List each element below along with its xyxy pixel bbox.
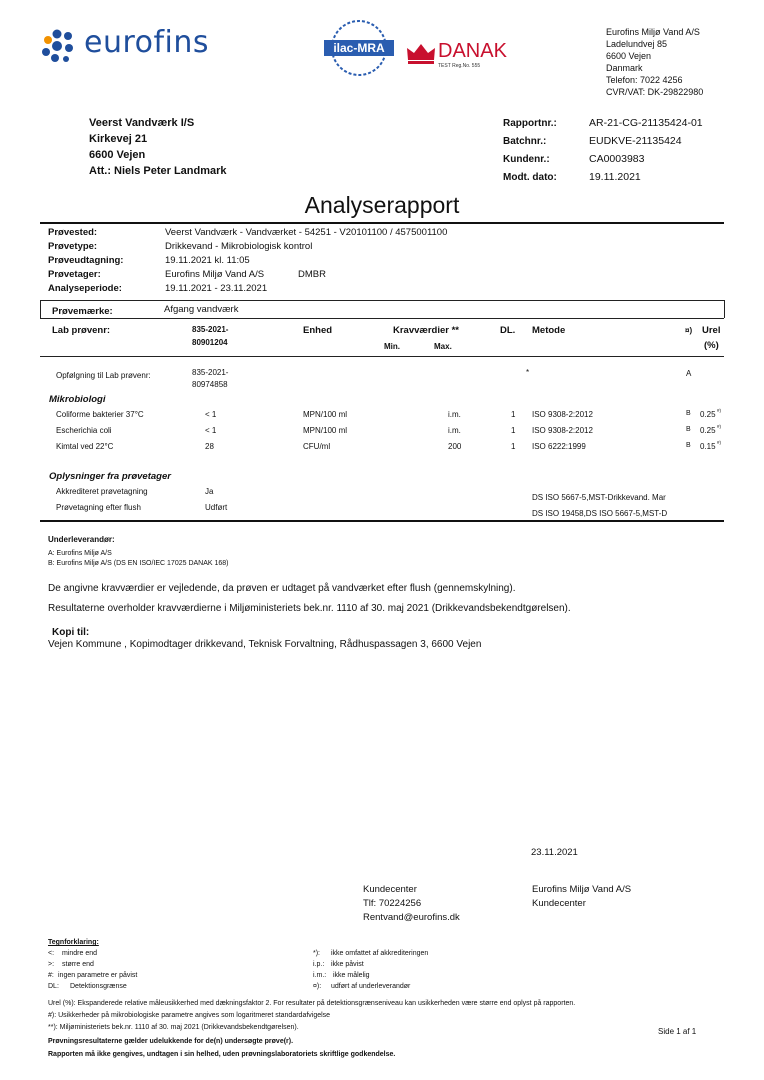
followup-number: 835-2021- — [192, 368, 229, 377]
crown-icon — [405, 40, 437, 66]
legend-text: ikke målelig — [333, 972, 370, 979]
col-metode-header: Metode — [532, 325, 566, 336]
title-rule — [40, 222, 724, 224]
legend-item — [48, 972, 248, 983]
legend-item — [48, 983, 248, 994]
ilac-text: ilac-MRA — [333, 41, 385, 55]
legend-item — [48, 961, 248, 972]
company-line: Telefon: 7022 4256 — [606, 75, 683, 85]
info-param-method: DS ISO 5667-5,MST-Drikkevand. Mar — [532, 493, 666, 502]
recipient-line: Veerst Vandværk I/S — [89, 117, 195, 129]
company-line: 6600 Vejen — [606, 51, 652, 61]
legend-text: Detektionsgrænse — [70, 983, 127, 990]
param-lab: B — [686, 426, 691, 433]
report-date: 23.11.2021 — [531, 847, 578, 858]
col-dl-header: DL. — [500, 325, 516, 336]
subcontractor-line: A: Eurofins Miljø A/S — [48, 550, 112, 557]
provemaerke-label: Prøvemærke: — [52, 306, 113, 317]
param-dl: 1 — [511, 442, 516, 451]
param-max: i.m. — [448, 410, 461, 419]
copy-text: Vejen Kommune , Kopimodtager drikkevand, Teknisk Forvaltning, Rådhuspassagen 3, 6600 Vejen — [48, 639, 482, 650]
legend-note: #): Usikkerheder på mikrobiologiske parametre angives som logaritmeret standardafvigelse — [48, 1012, 331, 1019]
param-method: ISO 9308-2:2012 — [532, 410, 593, 419]
followup-lab: A — [686, 369, 692, 378]
param-value: < 1 — [205, 410, 217, 419]
page-title: Analyserapport — [304, 192, 460, 218]
info-row — [48, 268, 728, 282]
sample-info — [48, 226, 728, 296]
info-value: Veerst Vandværk - Vandværket - 54251 - V20101100 / 4575001100 — [165, 227, 448, 238]
legend-item — [313, 972, 513, 983]
param-name: Escherichia coli — [56, 426, 112, 435]
param-note: #) — [717, 408, 722, 413]
legend-item — [48, 950, 248, 961]
meta-value: 19.11.2021 — [589, 171, 641, 183]
info-row — [48, 282, 728, 296]
param-note: #) — [717, 424, 722, 429]
meta-label: Batchnr.: — [503, 136, 547, 147]
legend-bold-note: Rapporten må ikke gengives, undtagen i sin helhed, uden prøvningslaboratoriets skriftlige godkendelse. — [48, 1051, 396, 1058]
col-krav-header: Kravværdier ** — [393, 325, 460, 336]
meta-value: CA0003983 — [589, 153, 645, 165]
provemaerke-value: Afgang vandværk — [164, 304, 239, 315]
results-table — [40, 300, 724, 520]
note-text: De angivne kravværdier er vejledende, da prøven er udtaget på vandværket efter flush (gennemskylning). — [48, 583, 516, 594]
meta-value: EUDKVE-21135424 — [589, 135, 682, 147]
info-label: Analyseperiode: — [48, 283, 122, 294]
contact-block — [363, 884, 460, 926]
info-value: 19.11.2021 - 23.11.2021 — [165, 283, 268, 294]
section-heading: Oplysninger fra prøvetager — [49, 471, 171, 482]
info-value: Drikkevand - Mikrobiologisk kontrol — [165, 241, 313, 252]
info-param-value: Udført — [205, 503, 228, 512]
signature-block — [532, 884, 631, 912]
col-max-header: Max. — [434, 342, 452, 351]
meta-row — [503, 116, 753, 134]
table-row — [40, 484, 724, 500]
param-dl: 1 — [511, 410, 516, 419]
signature-line: Kundecenter — [532, 898, 586, 909]
danak-logo — [405, 38, 515, 74]
page-number: Side 1 af 1 — [658, 1027, 697, 1036]
provemaerke-rule — [40, 318, 724, 319]
col-enhed-header: Enhed — [303, 325, 333, 336]
meta-row — [503, 170, 753, 188]
param-method: ISO 9308-2:2012 — [532, 426, 593, 435]
subcontractor-line: B: Eurofins Miljø A/S (DS EN ISO/IEC 17025 DANAK 168) — [48, 560, 229, 567]
subcontractor — [48, 535, 229, 570]
param-dl: 1 — [511, 426, 516, 435]
legend-note: Urel (%): Ekspanderede relative måleusikkerhed med dækningsfaktor 2. For resultater på detektionsgrænseniveau kan usikkerheden være større end oplyst på rapporten. — [48, 1000, 576, 1007]
table-row — [40, 423, 724, 439]
eurofins-logo — [40, 24, 220, 68]
param-method: ISO 6222:1999 — [532, 442, 586, 451]
param-value: 28 — [205, 442, 214, 451]
legend-title: Tegnforklaring: — [48, 939, 99, 946]
param-lab: B — [686, 442, 691, 449]
param-urel: 0.25 — [700, 426, 716, 435]
col-pct-header: (%) — [704, 340, 719, 351]
legend-text: mindre end — [62, 950, 98, 957]
param-name: Coliforme bakterier 37°C — [56, 410, 144, 419]
followup-number: 80974858 — [192, 380, 228, 389]
brand-name: eurofins — [84, 25, 210, 60]
contact-line: Tlf: 70224256 — [363, 898, 422, 909]
meta-label: Rapportnr.: — [503, 118, 557, 129]
report-meta — [503, 116, 753, 188]
param-unit: MPN/100 ml — [303, 410, 348, 419]
lab-number: 80901204 — [192, 338, 228, 347]
param-unit: MPN/100 ml — [303, 426, 348, 435]
ilac-mra-icon — [322, 18, 396, 78]
col-urel-header: Urel — [702, 325, 721, 336]
info-label: Prøvested: — [48, 227, 98, 238]
danak-subtext: TEST Reg.No. 555 — [438, 63, 481, 69]
info-param-name: Prøvetagning efter flush — [56, 503, 141, 512]
meta-label: Modt. dato: — [503, 172, 557, 183]
legend-right — [313, 950, 513, 994]
legend-symbol: >: — [48, 961, 55, 968]
company-line: Danmark — [606, 63, 643, 73]
recipient-line: 6600 Vejen — [89, 149, 146, 161]
legend-text: større end — [62, 961, 94, 968]
meta-row — [503, 134, 753, 152]
copy-title: Kopi til: — [52, 627, 90, 638]
section-heading: Mikrobiologi — [49, 394, 106, 405]
legend-symbol: i.p.: — [313, 961, 325, 968]
param-unit: CFU/ml — [303, 442, 331, 451]
info-param-name: Akkrediteret prøvetagning — [56, 487, 148, 496]
legend-symbol: i.m.: — [313, 972, 327, 979]
legend-text: ingen parametre er påvist — [58, 972, 138, 979]
legend-item — [313, 961, 513, 972]
followup-label: Opfølgning til Lab prøvenr: — [56, 371, 151, 380]
company-line: Ladelundvej 85 — [606, 39, 668, 49]
followup-star: * — [526, 368, 530, 377]
ilac-mra-logo — [322, 18, 396, 78]
info-param-value: Ja — [205, 487, 214, 496]
table-row — [40, 407, 724, 423]
company-line: Eurofins Miljø Vand A/S — [606, 27, 700, 37]
table-right-rule — [724, 300, 725, 318]
contact-email[interactable]: Rentvand@eurofins.dk — [363, 912, 460, 923]
recipient-address — [89, 117, 227, 181]
info-method-clip — [532, 503, 687, 521]
legend-symbol: DL: — [48, 983, 59, 990]
param-max: 200 — [448, 442, 462, 451]
param-max: i.m. — [448, 426, 461, 435]
col-lab-header: Lab prøvenr: — [52, 325, 111, 336]
info-label: Prøvetager: — [48, 269, 101, 280]
recipient-line: Kirkevej 21 — [89, 133, 148, 145]
info-row — [48, 226, 728, 240]
meta-row — [503, 152, 753, 170]
info-value: Eurofins Miljø Vand A/S — [165, 269, 265, 280]
info-extra: DMBR — [298, 269, 326, 280]
legend-symbol: #: — [48, 972, 54, 979]
danak-text: DANAK — [438, 40, 507, 62]
table-left-rule — [40, 300, 41, 318]
signature-line: Eurofins Miljø Vand A/S — [532, 884, 632, 895]
legend-note: **): Miljøministeriets bek.nr. 1110 af 30. maj 2021 (Drikkevandsbekendtgørelsen). — [48, 1024, 299, 1031]
table-bottom-rule — [40, 520, 724, 522]
info-row — [48, 240, 728, 254]
recipient-line: Att.: Niels Peter Landmark — [89, 165, 227, 177]
legend-bold-note: Prøvningsresultaterne gælder udelukkende for de(n) undersøgte prøve(r). — [48, 1038, 294, 1045]
info-label: Prøveudtagning: — [48, 255, 124, 266]
param-note: #) — [717, 440, 722, 445]
contact-line: Kundecenter — [363, 884, 417, 895]
col-min-header: Min. — [384, 342, 400, 351]
param-urel: 0.25 — [700, 410, 716, 419]
param-urel: 0.15 — [700, 442, 716, 451]
table-top-rule — [40, 300, 724, 301]
legend-symbol: *): — [313, 950, 320, 957]
note-text: Resultaterne overholder kravværdierne i Miljøministeriets bek.nr. 1110 af 30. maj 2021 (Drikkevandsbekendtgørelsen). — [48, 603, 571, 614]
legend-symbol: <: — [48, 950, 55, 957]
legend-symbol: ¤): — [313, 983, 322, 990]
subcontractor-title: Underleverandør: — [48, 535, 115, 544]
company-line: CVR/VAT: DK-29822980 — [606, 87, 704, 97]
info-param-method: DS ISO 19458,DS ISO 5667-5,MST-D — [532, 509, 668, 518]
param-lab: B — [686, 410, 691, 417]
eurofins-dots-icon — [40, 26, 80, 66]
meta-label: Kundenr.: — [503, 154, 550, 165]
legend-left — [48, 950, 248, 994]
info-row — [48, 254, 728, 268]
table-row — [40, 500, 724, 516]
legend-item — [313, 983, 513, 994]
legend-item — [313, 950, 513, 961]
table-row — [40, 439, 724, 455]
param-value: < 1 — [205, 426, 217, 435]
lab-number: 835-2021- — [192, 325, 229, 334]
company-address — [606, 27, 756, 99]
col-akk-header: ¤) — [685, 326, 693, 335]
info-value: 19.11.2021 kl. 11:05 — [165, 255, 250, 266]
legend-text: ikke omfattet af akkrediteringen — [331, 950, 429, 957]
legend-text: udført af underleverandør — [331, 983, 411, 990]
info-label: Prøvetype: — [48, 241, 98, 252]
legend-text: ikke påvist — [331, 961, 364, 968]
meta-value: AR-21-CG-21135424-01 — [589, 117, 703, 129]
header-rule — [40, 356, 724, 357]
param-name: Kimtal ved 22°C — [56, 442, 114, 451]
